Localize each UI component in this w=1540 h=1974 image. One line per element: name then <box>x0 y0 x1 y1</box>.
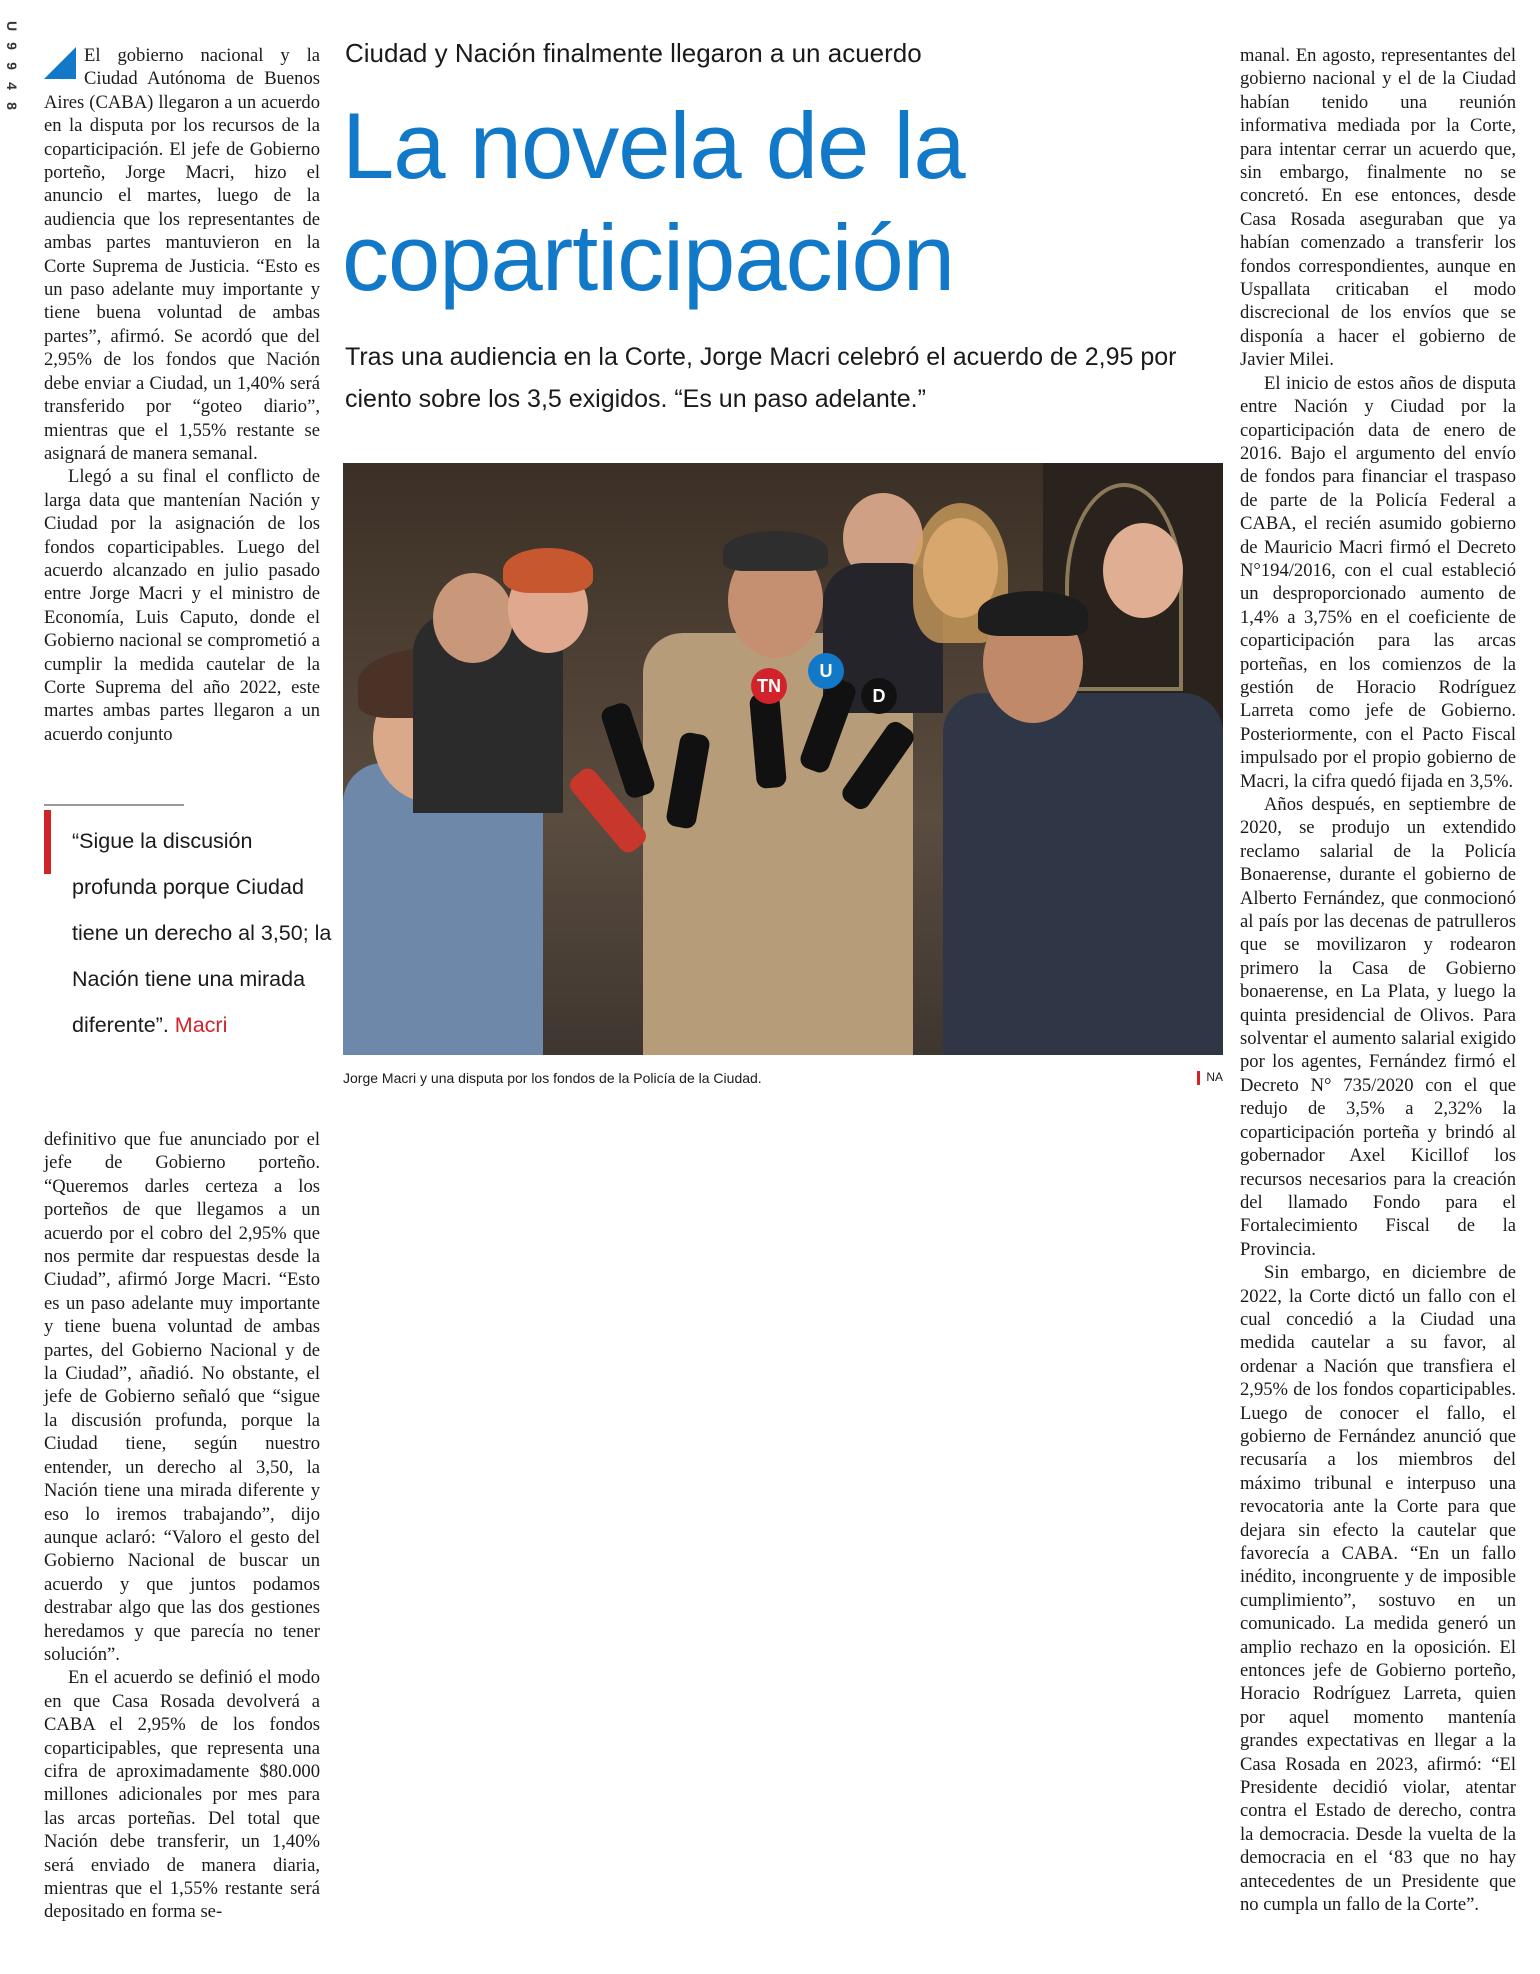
edition-mark-char: 8 <box>4 102 20 110</box>
body-paragraph: Llegó a su final el conflicto de larga data que mantenían Nación y Ciudad por la asignación de los fondos coparticipables. Luego del acuerdo alcanzado en julio pasado entre Jorge Macri y el ministro de Economía, Luis Caputo, donde el Gobierno nacional se comprometió a cumplir la medida cautelar de la Corte Suprema del año 2022, este martes ambas partes llegaron a un acuerdo conjunto <box>44 466 320 745</box>
article-headline <box>342 90 1222 314</box>
photo-credit <box>1178 1070 1223 1085</box>
article-photo <box>343 463 1223 1055</box>
edition-mark-char: 9 <box>4 62 20 70</box>
photo-caption: Jorge Macri y una disputa por los fondos de la Policía de la Ciudad. <box>343 1070 762 1086</box>
body-paragraph: Sin embargo, en diciembre de 2022, la Corte dictó un fallo con el cual concedió a la Ciudad una medida cautelar a su favor, al ordenar a Nación que transfiera el 2,95% de los fondos coparticipables. Luego de conocer el fallo, el gobierno de Fernández anunció que recusaría a los miembros del máximo tribunal e interpuso una revocatoria ante la Corte para que dejara sin efecto la cautelar que favorecía a CABA. “En un fallo inédito, incongruente y de imposible cumplimiento”, sostuvo en un comunicado. La medida generó un amplio rechazo en la oposición. El entonces jefe de Gobierno porteño, Horacio Rodríguez Larreta, quien por aquel momento mantenía grandes expectativas en llegar a la Casa Rosada en 2023, afirmó: “El Presidente decidió violar, atentar contra el Estado de derecho, contra la democracia. Desde la vuelta de la democracia en el ‘83 que no hay antecedentes de un Presidente que no cumpla un fallo de la Corte”. <box>1240 1262 1516 1916</box>
pull-quote-bar <box>44 810 51 874</box>
edition-mark-char: 9 <box>4 42 20 50</box>
blue-corner-mark-icon <box>44 47 76 79</box>
photo-mic-badge: D <box>861 678 897 714</box>
pull-quote-text: “Sigue la discusión profunda porque Ciudad tiene un derecho al 3,50; la Nación tiene una mirada diferente”. <box>72 829 332 1037</box>
right-column <box>1240 44 1516 1917</box>
body-paragraph: En el acuerdo se definió el modo en que Casa Rosada devolverá a CABA el 2,95% de los fondos coparticipables, que representa una cifra de aproximadamente $80.000 millones adicionales por mes para las arcas porteñas. Del total que Nación debe transferir, un 1,40% será enviado de manera diaria, mientras que el 1,55% restante será depositado en forma se- <box>44 1667 320 1923</box>
body-paragraph: Años después, en septiembre de 2020, se produjo un extendido reclamo salarial de la Policía Bonaerense, durante el gobierno de Alberto Fernández, que conmocionó al país por las decenas de patrulleros que se movilizaron y rodearon primero la Casa de Gobierno bonaerense, en La Plata, y luego la quinta presidencial de Olivos. Para solventar el aumento salarial exigido por los agentes, Fernández firmó el Decreto N° 735/2020 con el que redujo de 3,5% a 2,32% la coparticipación porteña y brindó al gobernador Axel Kicillof los recursos necesarios para la creación del llamado Fondo para el Fortalecimiento Fiscal de la Provincia. <box>1240 794 1516 1260</box>
photo-person-redhair-hair <box>503 548 593 593</box>
body-paragraph: manal. En agosto, representantes del gobierno nacional y el de la Ciudad habían tenido una reunión informativa mediada por la Corte, para intentar cerrar un acuerdo que, sin embargo, finalmente no se concretó. En ese entonces, desde Casa Rosada aseguraban que ya habían comenzado a transferir los fondos correspondientes, aunque en Uspallata criticaban el modo discrecional de los envíos que se disponía a hacer el gobierno de Javier Milei. <box>1240 45 1516 371</box>
photo-mic-badge: U <box>808 653 844 689</box>
body-paragraph: definitivo que fue anunciado por el jefe de Gobierno porteño. “Queremos darles certeza a los porteños de que llegamos a un acuerdo por el cobro del 2,95% que nos permite dar respuestas desde la Ciudad”, afirmó Jorge Macri. “Esto es un paso adelante muy importante y tiene buena voluntad de ambas partes, del Gobierno Nacional y de la Ciudad”, añadió. No obstante, el jefe de Gobierno señaló que “sigue la discusión profunda, porque la Ciudad tiene, según nuestro entender, un derecho al 3,50, la Nación tiene una mirada diferente y eso lo iremos trabajando”, dijo aunque aclaró: “Valoro el gesto del Gobierno Nacional de buscar un acuerdo y que juntos podamos destrabar algo que las dos gestiones heredamos y que parecía no tener solución”. <box>44 1129 320 1665</box>
left-column-bottom <box>44 1128 320 1924</box>
headline-line: La novela de la <box>342 93 965 198</box>
body-paragraph <box>44 44 320 465</box>
pull-quote-attribution: Macri <box>174 1013 228 1037</box>
pull-quote <box>72 818 332 1048</box>
pull-quote-rule <box>44 804 184 806</box>
photo-person-far-right-head <box>1103 523 1183 618</box>
photo-person-right-suit <box>943 693 1223 1055</box>
edition-mark <box>3 16 21 116</box>
edition-mark-char: U <box>4 20 20 32</box>
photo-credit-text: NA <box>1206 1070 1223 1084</box>
photo-mic-badge: TN <box>751 668 787 704</box>
body-paragraph: El inicio de estos años de disputa entre Nación y Ciudad por la coparticipación data de enero de 2016. Bajo el argumento del envío de fondos para financiar el traspaso de parte de la Policía Federal a CABA, el recién asumido gobierno de Mauricio Macri firmó el Decreto N°194/2016, con el cual estableció un desproporcionado aumento de 1,4% a 3,75% en el coeficiente de coparticipación para las arcas porteñas, en los comienzos de la gestión de Horacio Rodríguez Larreta como jefe de Gobierno. Posteriormente, con el Pacto Fiscal impulsado por el propio gobierno de Macri, la cifra quedó fijada en 3,5%. <box>1240 372 1516 792</box>
photo-person-back-head <box>433 573 513 663</box>
paragraph-text: El gobierno nacional y la Ciudad Autónoma de Buenos Aires (CABA) llegaron a un acuerdo en la disputa por los recursos de la coparticipación. El jefe de Gobierno porteño, Jorge Macri, hizo el anuncio el martes, luego de la audiencia que los representantes de ambas partes mantuvieron en la Corte Suprema de Justicia. “Esto es un paso adelante muy importante y tiene buena voluntad de ambas partes”, afirmó. Se acordó que del 2,95% de los fondos que Nación debe enviar a Ciudad, un 1,40% será transferido por “goteo diario”, mientras que el 1,55% restante se asignará de manera semanal. <box>44 45 320 464</box>
headline-line: coparticipación <box>342 205 955 310</box>
article-kicker: Ciudad y Nación finalmente llegaron a un acuerdo <box>345 38 922 68</box>
credit-bar <box>1197 1071 1200 1085</box>
edition-mark-char: 4 <box>4 82 20 90</box>
article-subhead: Tras una audiencia en la Corte, Jorge Macri celebró el acuerdo de 2,95 por ciento sobre los 3,5 exigidos. “Es un paso adelante.” <box>345 343 1177 413</box>
left-column-top <box>44 44 320 746</box>
photo-main-speaker-hair <box>723 531 828 571</box>
photo-person-right-hair <box>978 591 1088 636</box>
